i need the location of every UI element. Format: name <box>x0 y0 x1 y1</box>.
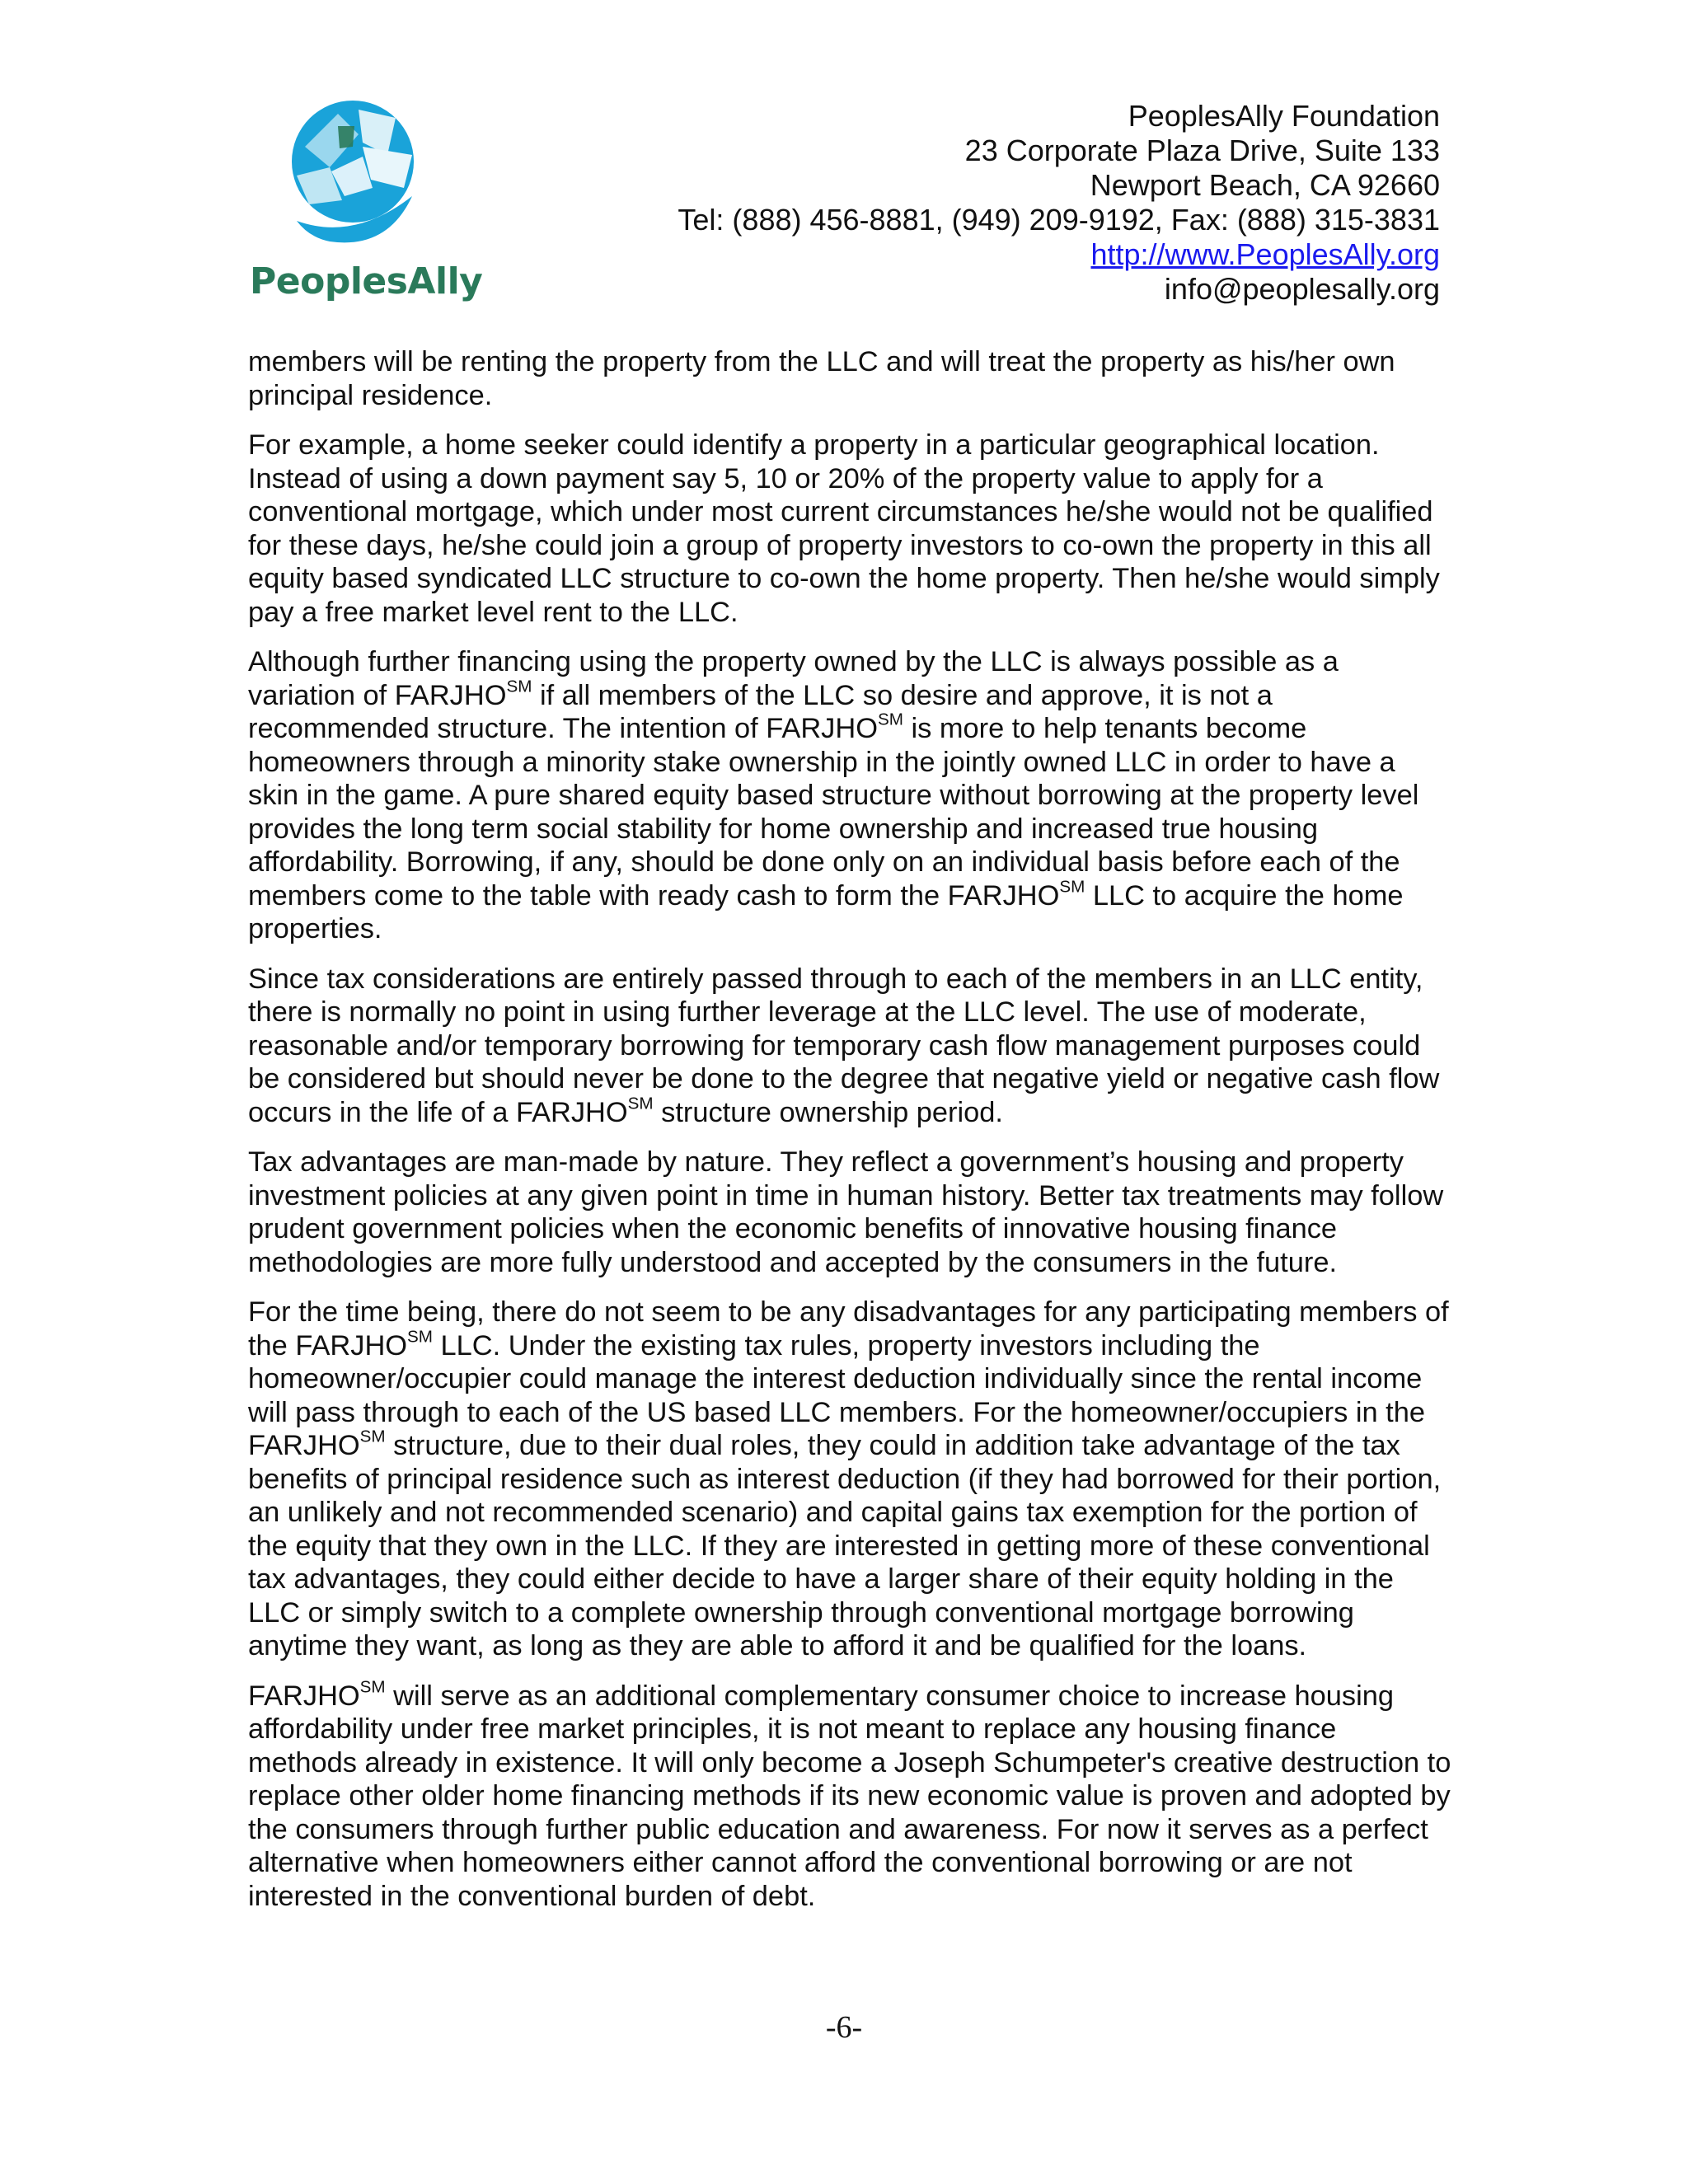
phone-fax-line: Tel: (888) 456-8881, (949) 209-9192, Fax: (888) 315-3831 <box>678 203 1440 237</box>
paragraph: Tax advantages are man-made by nature. They reflect a government’s housing and property investment policies at any given point in time in human history. Better tax treatments may follow prudent government policies when the economic benefits of innovative housing finance methodologies are more fully understood and accepted by the consumers in the future. <box>248 1146 1444 1278</box>
service-mark: SM <box>506 677 532 696</box>
paragraph: Since tax considerations are entirely passed through to each of the members in an LLC entity, there is normally no point in using further leverage at the LLC level. The use of moderate, reasonable and/or temporary borrowing for temporary cash flow management purposes could be considered but should never be done to the degree that negative yield or negative cash flow occurs in the life of a FARJHO℠ structure ownership period. <box>248 963 1440 1128</box>
paragraph: FARJHO℠ will serve as an additional complementary consumer choice to increase housing affordability under free market principles, it is not meant to replace any housing finance methods already in existence. It will only become a Joseph Schumpeter's creative destruction to replace other older home financing methods if its new economic value is proven and adopted by the consumers through further public education and awareness. For now it serves as a perfect alternative when homeowners either cannot afford the conventional borrowing or are not interested in the conventional burden of debt. <box>248 1677 1451 1912</box>
service-mark: SM <box>359 1677 386 1697</box>
email-address: info@peoplesally.org <box>1164 272 1440 306</box>
logo-wordmark: PeoplesAlly <box>250 260 483 302</box>
peoplesally-logo <box>243 97 482 312</box>
service-mark: SM <box>627 1094 654 1113</box>
document-body <box>248 345 1451 1929</box>
service-mark: SM <box>1059 877 1085 897</box>
address-line-2: Newport Beach, CA 92660 <box>1090 168 1440 202</box>
page-number: -6- <box>825 2010 863 2045</box>
service-mark: SM <box>359 1427 386 1446</box>
address-line-1: 23 Corporate Plaza Drive, Suite 133 <box>964 134 1440 167</box>
organization-address-block <box>678 99 1440 307</box>
org-name: PeoplesAlly Foundation <box>1128 99 1440 133</box>
paragraph: For the time being, there do not seem to be any disadvantages for any participating members of the FARJHO℠ LLC. Under the existing tax rules, property investors including the homeowner/occupier could manage the interest deduction individually since the rental income will pass through to each of the US based LLC members. For the homeowner/occupiers in the FARJHO℠ structure, due to their dual roles, they could in addition take advantage of the tax benefits of principal residence such as interest deduction (if they had borrowed for their portion, an unlikely and not recommended scenario) and capital gains tax exemption for the portion of the equity that they own in the LLC. If they are interested in getting more of these conventional tax advantages, they could either decide to have a larger share of their equity holding in the LLC or simply switch to a complete ownership through conventional mortgage borrowing anytime they want, as long as they are able to afford it and be qualified for the loans. <box>248 1296 1449 1661</box>
paragraph: Although further financing using the property owned by the LLC is always possible as a variation of FARJHO℠ if all members of the LLC so desire and approve, it is not a recommended structure. The intention of FARJHO℠ is more to help tenants become homeowners through a minority stake ownership in the jointly owned LLC in order to have a skin in the game. A pure shared equity based structure without borrowing at the property level provides the long term social stability for home ownership and increased true housing affordability. Borrowing, if any, should be done only on an individual basis before each of the members come to the table with ready cash to form the FARJHO℠ LLC to acquire the home properties. <box>248 646 1419 944</box>
website-link[interactable]: http://www.PeoplesAlly.org <box>1090 237 1440 271</box>
paragraph: members will be renting the property from the LLC and will treat the property as his/her own principal residence. <box>248 346 1395 411</box>
globe-logo-icon <box>280 97 429 262</box>
paragraph: For example, a home seeker could identify a property in a particular geographical location. Instead of using a down payment say 5, 10 or 20% of the property value to apply for a conventional mortgage, which under most current circumstances he/she would not be qualified for these days, he/she could join a group of property investors to co-own the property in this all equity based syndicated LLC structure to co-own the home property. Then he/she would simply pay a free market level rent to the LLC. <box>248 429 1440 628</box>
service-mark: SM <box>877 710 903 729</box>
service-mark: SM <box>407 1327 433 1347</box>
